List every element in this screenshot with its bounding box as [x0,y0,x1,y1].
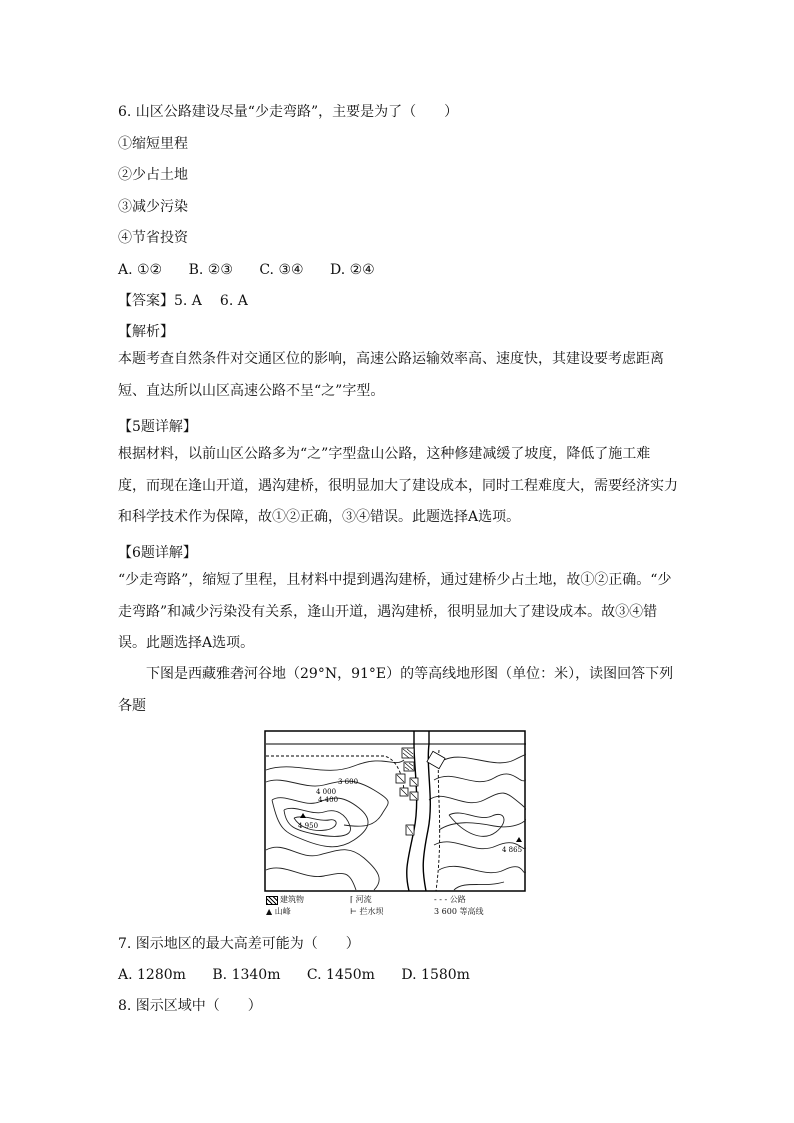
q6-option-a: A. ①② [118,262,163,278]
contour-map-figure [264,730,526,892]
legend-road: 公路 [449,895,466,904]
legend-building: 建筑物 [280,895,304,904]
contour-label-4400: 4 400 [318,796,339,804]
q7-option-a: A. 1280m [118,967,186,983]
answer-6: 6. A [219,293,248,309]
q6-item-2: ②少占土地 [118,167,188,183]
road-icon: - - - [434,895,448,904]
detail5-label: 【5题详解】 [118,419,197,435]
q7-stem: 7. 图示地区的最大高差可能为（ ） [118,936,360,952]
detail5-text: 根据材料，以前山区公路多为“之”字型盘山公路，这种修建减缓了坡度，降低了施工难度，而现在逢山开道，遇沟建桥，很明显加大了建设成本，同时工程难度大，需要经济实力和科学技术作为保障，故①②正确，③④错误。此题选择A选项。 [118,446,678,525]
q7-options [118,965,492,985]
q6-item-1: ①缩短里程 [118,136,188,152]
legend-dam: 拦水坝 [359,907,384,916]
q6-stem: 6. 山区公路建设尽量“少走弯路”，主要是为了（ ） [118,104,459,120]
building-icon [266,896,278,905]
legend-contour: 等高线 [459,907,484,916]
map-legend [266,894,526,920]
q7-option-b: B. 1340m [212,967,281,983]
dam-icon: ⊢ [350,907,357,916]
q8-stem: 8. 图示区域中（ ） [118,998,262,1014]
detail6-text: “少走弯路”，缩短了里程，且材料中提到遇沟建桥，通过建桥少占土地，故①②正确。“少走弯路”和减少污染没有关系，逢山开道，遇沟建桥，很明显加大了建设成本。故③④错误。此题选择A选项。 [118,572,672,651]
answer-5: 5. A [174,293,202,309]
legend-river: 河流 [355,895,372,904]
answer-label: 【答案】 [118,293,174,309]
legend-peak: 山峰 [274,907,291,916]
detail6-label: 【6题详解】 [118,545,197,561]
q6-option-c: C. ③④ [259,262,304,278]
q6-option-d: D. ②④ [330,262,375,278]
contour-map [264,730,526,920]
peak-icon: ▲ [266,907,273,916]
analysis-text: 本题考查自然条件对交通区位的影响，高速公路运输效率高、速度快，其建设要考虑距离短、直达所以山区高速公路不呈“之”字型。 [118,351,664,399]
q6-item-3: ③减少污染 [118,199,188,215]
analysis-label: 【解析】 [118,324,174,340]
q7-option-d: D. 1580m [401,967,470,983]
river-icon: ⌈ [350,895,354,904]
intro-text: 下图是西藏雅砻河谷地（29°N，91°E）的等高线地形图（单位：米），读图回答下列各题 [118,666,674,714]
peak-label-4950: 4 950 [298,822,319,830]
contour-label-4000: 4 000 [316,788,337,796]
contour-label-3600: 3 600 [338,778,359,786]
q7-option-c: C. 1450m [306,967,375,983]
peak-label-4865: 4 865 [502,846,523,854]
legend-contour-value: 3 600 [434,907,457,916]
q6-options [118,260,397,280]
q6-option-b: B. ②③ [188,262,233,278]
q6-item-4: ④节省投资 [118,230,188,246]
answer-line [118,291,266,311]
